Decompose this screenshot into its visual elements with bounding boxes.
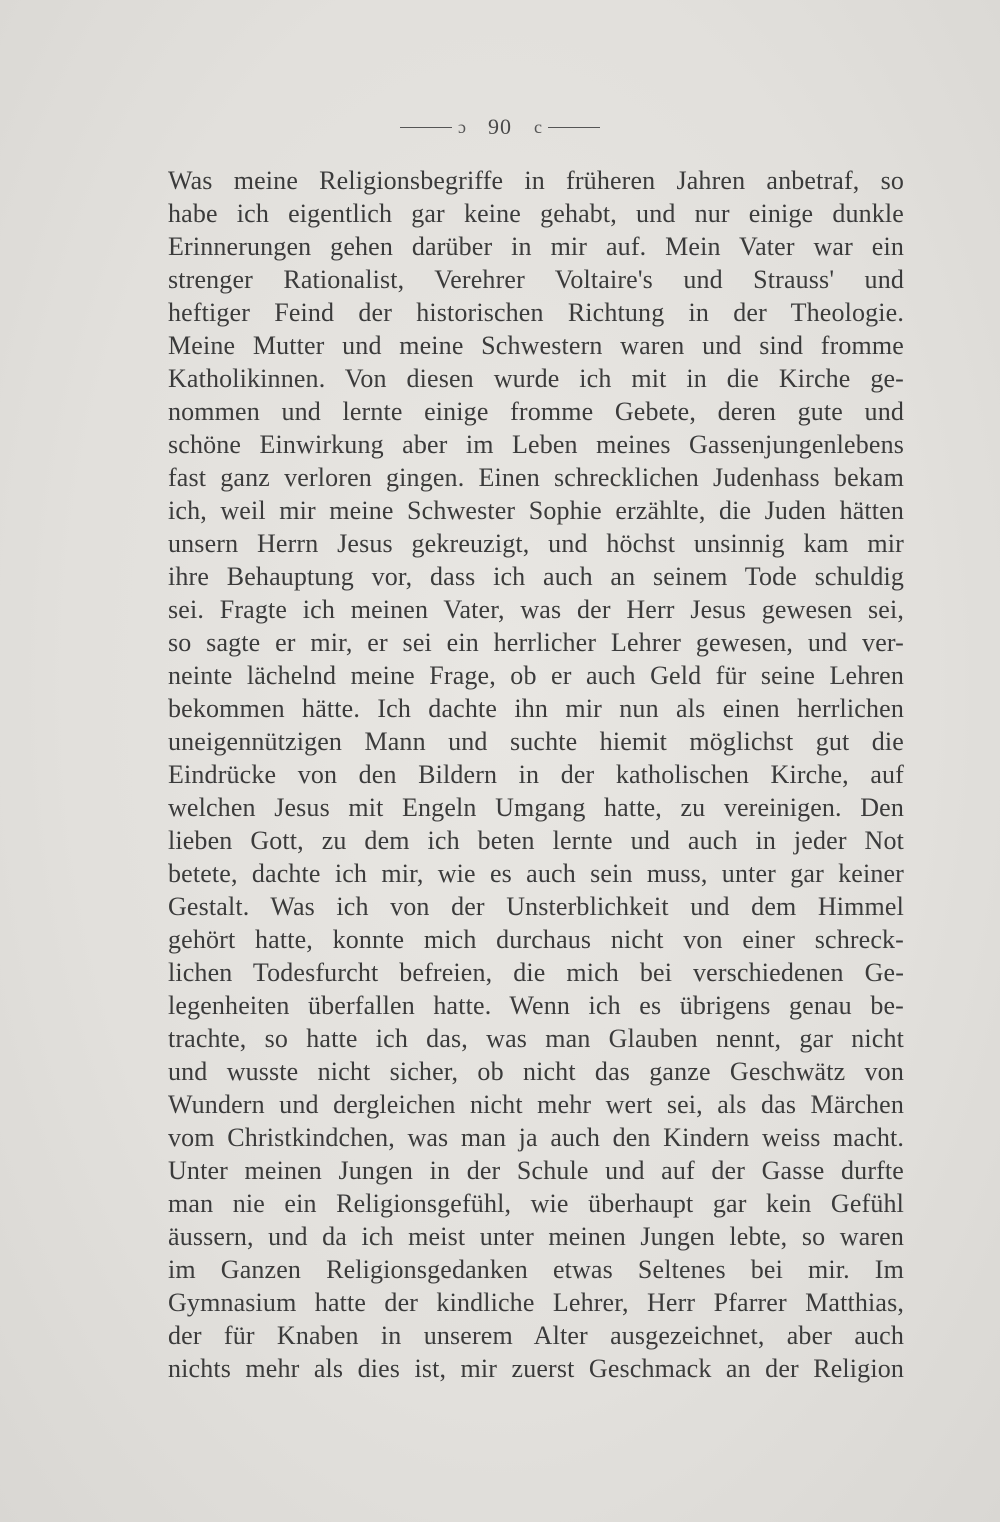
text-line: Gestalt. Was ich von der Unsterblichkeit und dem Himmel (168, 892, 904, 921)
text-line: bekommen hätte. Ich dachte ihn mir nun als einen herrlichen (168, 694, 904, 723)
text-line: Gymnasium hatte der kindliche Lehrer, Herr Pfarrer Matthias, (168, 1288, 904, 1317)
text-line: und wusste nicht sicher, ob nicht das ganze Geschwätz von (168, 1057, 904, 1086)
text-line: Eindrücke von den Bildern in der katholischen Kirche, auf (168, 760, 904, 789)
text-line: legenheiten überfallen hatte. Wenn ich es übrigens genau be- (168, 991, 904, 1020)
text-line: Meine Mutter und meine Schwestern waren und sind fromme (168, 331, 904, 360)
header-ornament-left: ɔ (458, 116, 466, 137)
text-line: unsern Herrn Jesus gekreuzigt, und höchst unsinnig kam mir (168, 529, 904, 558)
text-line: Wundern und dergleichen nicht mehr wert sei, als das Märchen (168, 1090, 904, 1119)
page-header (0, 112, 1000, 142)
header-ornament-right: c (534, 116, 542, 137)
text-line: lieben Gott, zu dem ich beten lernte und auch in jeder Not (168, 826, 904, 855)
text-line: vom Christkindchen, was man ja auch den Kindern weiss macht. (168, 1123, 904, 1152)
text-line: lichen Todesfurcht befreien, die mich bei verschiedenen Ge- (168, 958, 904, 987)
text-line: Erinnerungen gehen darüber in mir auf. Mein Vater war ein (168, 232, 904, 261)
text-line: Katholikinnen. Von diesen wurde ich mit in die Kirche ge- (168, 364, 904, 393)
text-line: uneigennützigen Mann und suchte hiemit möglichst gut die (168, 727, 904, 756)
text-line: fast ganz verloren gingen. Einen schrecklichen Judenhass bekam (168, 463, 904, 492)
text-line: betete, dachte ich mir, wie es auch sein muss, unter gar keiner (168, 859, 904, 888)
text-line: so sagte er mir, er sei ein herrlicher Lehrer gewesen, und ver- (168, 628, 904, 657)
text-line: Was meine Religionsbegriffe in früheren Jahren anbetraf, so (168, 166, 904, 195)
header-rule-left (400, 127, 452, 128)
text-line: nommen und lernte einige fromme Gebete, deren gute und (168, 397, 904, 426)
page-number: 90 (488, 114, 512, 139)
text-line: trachte, so hatte ich das, was man Glauben nennt, gar nicht (168, 1024, 904, 1053)
text-line: im Ganzen Religionsgedanken etwas Seltenes bei mir. Im (168, 1255, 904, 1284)
text-line: neinte lächelnd meine Frage, ob er auch Geld für seine Lehren (168, 661, 904, 690)
text-line: schöne Einwirkung aber im Leben meines Gassenjungenlebens (168, 430, 904, 459)
text-line: man nie ein Religionsgefühl, wie überhaupt gar kein Gefühl (168, 1189, 904, 1218)
text-line: ich, weil mir meine Schwester Sophie erzählte, die Juden hätten (168, 496, 904, 525)
text-line: der für Knaben in unserem Alter ausgezeichnet, aber auch (168, 1321, 904, 1350)
header-rule-right (548, 127, 600, 128)
body-text (168, 164, 904, 1385)
text-line: nichts mehr als dies ist, mir zuerst Geschmack an der Religion (168, 1354, 904, 1383)
text-line: gehört hatte, konnte mich durchaus nicht von einer schreck- (168, 925, 904, 954)
text-line: Unter meinen Jungen in der Schule und auf der Gasse durfte (168, 1156, 904, 1185)
text-line: sei. Fragte ich meinen Vater, was der Herr Jesus gewesen sei, (168, 595, 904, 624)
text-line: ihre Behauptung vor, dass ich auch an seinem Tode schuldig (168, 562, 904, 591)
text-line: äussern, und da ich meist unter meinen Jungen lebte, so waren (168, 1222, 904, 1251)
text-line: welchen Jesus mit Engeln Umgang hatte, zu vereinigen. Den (168, 793, 904, 822)
text-line: strenger Rationalist, Verehrer Voltaire's und Strauss' und (168, 265, 904, 294)
text-line: habe ich eigentlich gar keine gehabt, und nur einige dunkle (168, 199, 904, 228)
text-line: heftiger Feind der historischen Richtung in der Theologie. (168, 298, 904, 327)
